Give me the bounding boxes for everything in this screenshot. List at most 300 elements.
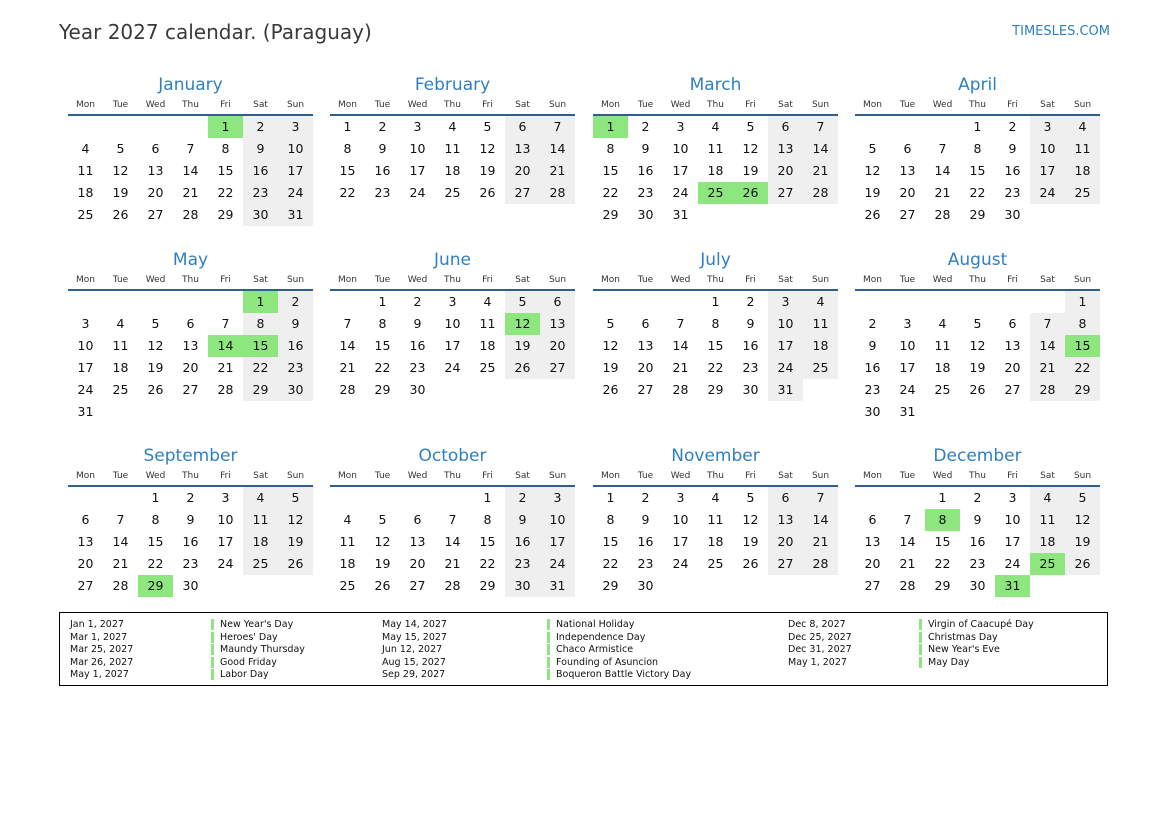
weekday-label: Sun <box>811 100 830 110</box>
week-row <box>855 335 1100 357</box>
day-cell-weekend: 27 <box>505 182 540 204</box>
day-cell-weekend: 7 <box>540 116 575 138</box>
week-row <box>593 313 838 335</box>
weekday-label: Thu <box>707 100 724 110</box>
day-cell: 28 <box>672 382 689 397</box>
day-cell: 8 <box>343 141 352 156</box>
day-cell-weekend: 11 <box>803 313 838 335</box>
weekday-label: Sun <box>548 471 567 481</box>
empty-cell <box>995 291 1030 313</box>
empty-cell <box>803 379 838 401</box>
week-row <box>68 553 313 575</box>
day-cell: 15 <box>217 163 234 178</box>
day-cell: 12 <box>479 141 496 156</box>
day-cell: 7 <box>116 512 125 527</box>
empty-cell <box>1030 291 1065 313</box>
day-cell: 6 <box>641 316 650 331</box>
day-cell: 5 <box>116 141 125 156</box>
day-cell-weekend: 11 <box>1065 138 1100 160</box>
holiday-date: Dec 8, 2027 <box>788 619 846 630</box>
day-cell: 30 <box>1004 207 1021 222</box>
day-cell: 4 <box>711 119 720 134</box>
weekday-label: Thu <box>969 100 986 110</box>
day-cell: 4 <box>483 294 492 309</box>
holiday-date: Mar 25, 2027 <box>70 644 134 656</box>
empty-cell <box>1030 575 1065 597</box>
day-cell: 1 <box>343 119 352 134</box>
day-cell: 15 <box>969 163 986 178</box>
day-cell: 20 <box>77 556 94 571</box>
empty-cell <box>960 401 995 423</box>
day-cell: 29 <box>217 207 234 222</box>
weekday-label: Thu <box>707 471 724 481</box>
day-cell: 7 <box>186 141 195 156</box>
weekday-header <box>855 467 1100 487</box>
weekday-label: Thu <box>444 275 461 285</box>
day-cell: 7 <box>903 512 912 527</box>
day-cell: 2 <box>868 316 877 331</box>
day-cell: 31 <box>672 207 689 222</box>
day-cell-weekend: 28 <box>803 182 838 204</box>
day-cell: 9 <box>868 338 877 353</box>
week-row <box>593 509 838 531</box>
weekday-label: Mon <box>338 100 357 110</box>
holiday-date: Mar 26, 2027 <box>70 656 134 668</box>
day-cell: 14 <box>899 534 916 549</box>
day-cell: 27 <box>409 578 426 593</box>
weekday-label: Sat <box>778 100 793 110</box>
empty-cell <box>855 487 890 509</box>
day-cell: 4 <box>711 490 720 505</box>
day-cell: 13 <box>147 163 164 178</box>
holiday-name: Christmas Day <box>919 632 998 643</box>
day-cell-weekend: 21 <box>803 160 838 182</box>
weekday-header <box>593 271 838 291</box>
day-cell: 7 <box>676 316 685 331</box>
day-cell: 26 <box>147 382 164 397</box>
week-row <box>855 379 1100 401</box>
empty-cell <box>733 204 768 226</box>
day-cell-weekend: 6 <box>505 116 540 138</box>
day-cell-holiday: 12 <box>505 313 540 335</box>
day-cell: 5 <box>746 119 755 134</box>
day-cell-weekend: 30 <box>505 575 540 597</box>
day-cell: 19 <box>479 163 496 178</box>
holiday-date: May 1, 2027 <box>70 669 129 681</box>
day-cell-weekend: 5 <box>505 291 540 313</box>
day-cell: 11 <box>479 316 496 331</box>
weekday-label: Thu <box>969 471 986 481</box>
day-cell-weekend: 8 <box>243 313 278 335</box>
day-cell-weekend: 20 <box>768 160 803 182</box>
week-row <box>855 313 1100 335</box>
day-cell: 15 <box>479 534 496 549</box>
day-cell-holiday: 14 <box>208 335 243 357</box>
weekday-label: Fri <box>482 275 493 285</box>
day-cell: 25 <box>112 382 129 397</box>
day-cell: 3 <box>81 316 90 331</box>
day-cell-weekend: 21 <box>1030 357 1065 379</box>
day-cell: 10 <box>672 141 689 156</box>
day-cell: 27 <box>899 207 916 222</box>
day-cell: 16 <box>864 360 881 375</box>
day-cell: 21 <box>182 185 199 200</box>
week-row <box>855 401 1100 423</box>
day-cell: 21 <box>672 360 689 375</box>
holiday-name: Virgin of Caacupé Day <box>919 619 1034 630</box>
week-row <box>68 116 313 138</box>
day-cell: 6 <box>186 316 195 331</box>
weekday-header <box>68 96 313 116</box>
empty-cell <box>278 401 313 423</box>
empty-cell <box>243 401 278 423</box>
day-cell: 28 <box>182 207 199 222</box>
weekday-label: Tue <box>637 471 654 481</box>
day-cell: 4 <box>938 316 947 331</box>
day-cell-weekend: 25 <box>803 357 838 379</box>
weekday-label: Mon <box>601 100 620 110</box>
day-cell: 19 <box>864 185 881 200</box>
day-cell: 19 <box>742 163 759 178</box>
holiday-date: Sep 29, 2027 <box>382 669 446 681</box>
day-cell: 12 <box>969 338 986 353</box>
day-cell: 1 <box>378 294 387 309</box>
empty-cell <box>663 291 698 313</box>
day-cell-weekend: 10 <box>768 313 803 335</box>
day-cell-holiday: 31 <box>995 575 1030 597</box>
month-name: June <box>433 250 472 270</box>
empty-cell <box>365 487 400 509</box>
week-row <box>330 531 575 553</box>
day-cell-weekend: 6 <box>540 291 575 313</box>
day-cell-weekend: 21 <box>803 531 838 553</box>
day-cell: 20 <box>409 556 426 571</box>
day-cell: 3 <box>413 119 422 134</box>
weekday-label: Mon <box>76 471 95 481</box>
weekday-label: Mon <box>863 471 882 481</box>
day-cell-weekend: 25 <box>1065 182 1100 204</box>
weekday-label: Thu <box>444 100 461 110</box>
day-cell-weekend: 17 <box>768 335 803 357</box>
holiday-name: Independence Day <box>547 632 645 643</box>
day-cell: 23 <box>637 185 654 200</box>
weekday-label: Sun <box>811 471 830 481</box>
day-cell: 27 <box>864 578 881 593</box>
day-cell: 2 <box>641 490 650 505</box>
month-name: July <box>700 250 731 270</box>
holiday-date: Dec 31, 2027 <box>788 644 852 656</box>
week-row <box>330 379 575 401</box>
day-cell: 1 <box>483 490 492 505</box>
day-cell-weekend: 27 <box>540 357 575 379</box>
day-cell: 12 <box>374 534 391 549</box>
day-cell-weekend: 7 <box>1030 313 1065 335</box>
empty-cell <box>1030 204 1065 226</box>
day-cell: 2 <box>378 119 387 134</box>
day-cell: 25 <box>444 185 461 200</box>
day-cell-holiday: 15 <box>1065 335 1100 357</box>
empty-cell <box>1065 204 1100 226</box>
weekday-label: Fri <box>482 471 493 481</box>
empty-cell <box>890 116 925 138</box>
weekday-label: Fri <box>220 275 231 285</box>
empty-cell <box>208 401 243 423</box>
empty-cell <box>103 401 138 423</box>
day-cell: 16 <box>969 534 986 549</box>
weekday-label: Mon <box>601 275 620 285</box>
day-cell-weekend: 26 <box>505 357 540 379</box>
day-cell: 27 <box>637 382 654 397</box>
weekday-label: Sat <box>778 275 793 285</box>
week-row <box>68 401 313 423</box>
day-cell: 18 <box>444 163 461 178</box>
week-row <box>330 291 575 313</box>
weekday-label: Sat <box>515 471 530 481</box>
day-cell: 19 <box>742 534 759 549</box>
day-cell-weekend: 19 <box>505 335 540 357</box>
day-cell: 8 <box>378 316 387 331</box>
weekday-label: Sun <box>1073 471 1092 481</box>
week-row <box>593 291 838 313</box>
day-cell: 22 <box>339 185 356 200</box>
month-name: April <box>958 75 997 95</box>
day-cell: 27 <box>1004 382 1021 397</box>
weekday-label: Tue <box>899 275 916 285</box>
day-cell: 19 <box>602 360 619 375</box>
day-cell-holiday: 8 <box>925 509 960 531</box>
day-cell: 28 <box>217 382 234 397</box>
month-name: November <box>671 446 760 466</box>
day-cell-weekend: 17 <box>1030 160 1065 182</box>
day-cell: 29 <box>707 382 724 397</box>
empty-cell <box>103 487 138 509</box>
day-cell: 18 <box>77 185 94 200</box>
week-row <box>593 160 838 182</box>
day-cell: 8 <box>483 512 492 527</box>
day-cell: 1 <box>151 490 160 505</box>
day-cell: 15 <box>707 338 724 353</box>
week-row <box>330 160 575 182</box>
day-cell: 26 <box>742 556 759 571</box>
day-cell-weekend: 30 <box>243 204 278 226</box>
day-cell: 29 <box>479 578 496 593</box>
day-cell: 30 <box>637 578 654 593</box>
weekday-label: Wed <box>670 471 691 481</box>
day-cell: 16 <box>742 338 759 353</box>
weekday-label: Sat <box>1040 100 1055 110</box>
day-cell: 13 <box>1004 338 1021 353</box>
weekday-label: Thu <box>444 471 461 481</box>
day-cell: 29 <box>934 578 951 593</box>
day-cell: 19 <box>112 185 129 200</box>
holiday-date: Dec 25, 2027 <box>788 631 852 643</box>
day-cell: 10 <box>77 338 94 353</box>
weekday-label: Sun <box>286 100 305 110</box>
day-cell: 4 <box>448 119 457 134</box>
weekday-label: Mon <box>76 100 95 110</box>
month-name: January <box>158 75 223 95</box>
day-cell-weekend: 25 <box>243 553 278 575</box>
weekday-label: Mon <box>338 275 357 285</box>
day-cell-weekend: 19 <box>278 531 313 553</box>
day-cell-weekend: 4 <box>1065 116 1100 138</box>
empty-cell <box>960 291 995 313</box>
week-row <box>330 335 575 357</box>
day-cell-weekend: 13 <box>768 509 803 531</box>
week-row <box>68 182 313 204</box>
week-row <box>330 553 575 575</box>
day-cell-weekend: 3 <box>768 291 803 313</box>
day-cell: 25 <box>479 360 496 375</box>
day-cell-weekend: 11 <box>243 509 278 531</box>
weekday-label: Wed <box>407 471 428 481</box>
weekday-label: Tue <box>637 100 654 110</box>
weekday-label: Thu <box>969 275 986 285</box>
week-row <box>330 138 575 160</box>
holiday-name: Founding of Asuncion <box>547 657 658 668</box>
day-cell: 17 <box>409 163 426 178</box>
day-cell: 12 <box>147 338 164 353</box>
weekday-label: Tue <box>637 275 654 285</box>
empty-cell <box>330 487 365 509</box>
weekday-label: Fri <box>1007 471 1018 481</box>
day-cell-weekend: 27 <box>768 553 803 575</box>
weekday-label: Wed <box>670 275 691 285</box>
day-cell-weekend: 29 <box>243 379 278 401</box>
site-link[interactable]: TIMESLES.COM <box>1012 24 1110 39</box>
empty-cell <box>173 291 208 313</box>
day-cell: 25 <box>707 556 724 571</box>
day-cell: 5 <box>973 316 982 331</box>
day-cell-weekend: 17 <box>278 160 313 182</box>
day-cell: 28 <box>339 382 356 397</box>
day-cell-weekend: 9 <box>243 138 278 160</box>
day-cell: 14 <box>934 163 951 178</box>
week-row <box>855 116 1100 138</box>
day-cell: 21 <box>444 556 461 571</box>
day-cell-holiday: 29 <box>138 575 173 597</box>
day-cell: 15 <box>147 534 164 549</box>
day-cell: 12 <box>742 141 759 156</box>
day-cell-weekend: 31 <box>278 204 313 226</box>
weekday-label: Tue <box>899 471 916 481</box>
day-cell: 8 <box>606 512 615 527</box>
day-cell: 22 <box>602 556 619 571</box>
day-cell-weekend: 13 <box>768 138 803 160</box>
holiday-name: Heroes' Day <box>211 632 278 643</box>
day-cell: 24 <box>672 556 689 571</box>
day-cell-weekend: 3 <box>540 487 575 509</box>
day-cell: 22 <box>479 556 496 571</box>
day-cell: 29 <box>374 382 391 397</box>
day-cell: 13 <box>899 163 916 178</box>
week-row <box>855 553 1100 575</box>
empty-cell <box>995 401 1030 423</box>
day-cell: 16 <box>182 534 199 549</box>
day-cell-weekend: 2 <box>505 487 540 509</box>
empty-cell <box>890 487 925 509</box>
weekday-label: Fri <box>745 471 756 481</box>
day-cell: 30 <box>864 404 881 419</box>
weekday-label: Tue <box>899 100 916 110</box>
day-cell-weekend: 8 <box>1065 313 1100 335</box>
day-cell-weekend: 28 <box>540 182 575 204</box>
holiday-name: Boqueron Battle Victory Day <box>547 669 691 680</box>
day-cell: 21 <box>899 556 916 571</box>
week-row <box>68 531 313 553</box>
weekday-label: Wed <box>670 100 691 110</box>
day-cell: 26 <box>969 382 986 397</box>
day-cell: 17 <box>77 360 94 375</box>
day-cell: 14 <box>182 163 199 178</box>
day-cell-holiday: 1 <box>208 116 243 138</box>
week-row <box>68 335 313 357</box>
day-cell-weekend: 24 <box>1030 182 1065 204</box>
day-cell-weekend: 23 <box>505 553 540 575</box>
weekday-label: Mon <box>338 471 357 481</box>
day-cell-weekend: 18 <box>243 531 278 553</box>
month-november <box>593 445 838 597</box>
holiday-date: May 15, 2027 <box>382 631 447 643</box>
weekday-label: Fri <box>745 100 756 110</box>
weekday-label: Sat <box>253 100 268 110</box>
day-cell: 10 <box>409 141 426 156</box>
weekday-label: Sun <box>548 275 567 285</box>
empty-cell <box>400 487 435 509</box>
day-cell: 20 <box>899 185 916 200</box>
day-cell: 11 <box>707 512 724 527</box>
day-cell: 9 <box>1008 141 1017 156</box>
day-cell-weekend: 30 <box>278 379 313 401</box>
week-row <box>68 160 313 182</box>
day-cell: 18 <box>479 338 496 353</box>
day-cell-weekend: 18 <box>1065 160 1100 182</box>
day-cell: 2 <box>746 294 755 309</box>
page-title: Year 2027 calendar. (Paraguay) <box>59 20 372 44</box>
weekday-label: Sat <box>778 471 793 481</box>
week-row <box>330 487 575 509</box>
day-cell: 24 <box>409 185 426 200</box>
day-cell: 14 <box>339 338 356 353</box>
day-cell-weekend: 26 <box>1065 553 1100 575</box>
day-cell: 26 <box>602 382 619 397</box>
day-cell: 7 <box>938 141 947 156</box>
day-cell: 23 <box>864 382 881 397</box>
day-cell: 30 <box>969 578 986 593</box>
day-cell-weekend: 10 <box>1030 138 1065 160</box>
day-cell: 9 <box>378 141 387 156</box>
day-cell-weekend: 28 <box>803 553 838 575</box>
day-cell-weekend: 14 <box>1030 335 1065 357</box>
day-cell: 2 <box>186 490 195 505</box>
day-cell: 11 <box>934 338 951 353</box>
weekday-label: Sat <box>515 275 530 285</box>
month-name: October <box>418 446 487 466</box>
day-cell: 23 <box>374 185 391 200</box>
weekday-label: Mon <box>863 275 882 285</box>
weekday-label: Sun <box>811 275 830 285</box>
day-cell: 19 <box>147 360 164 375</box>
day-cell-weekend: 9 <box>505 509 540 531</box>
week-row <box>855 357 1100 379</box>
empty-cell <box>1065 401 1100 423</box>
month-august <box>855 249 1100 423</box>
week-row <box>330 509 575 531</box>
day-cell: 1 <box>938 490 947 505</box>
day-cell: 20 <box>1004 360 1021 375</box>
day-cell: 24 <box>77 382 94 397</box>
day-cell-weekend: 31 <box>540 575 575 597</box>
